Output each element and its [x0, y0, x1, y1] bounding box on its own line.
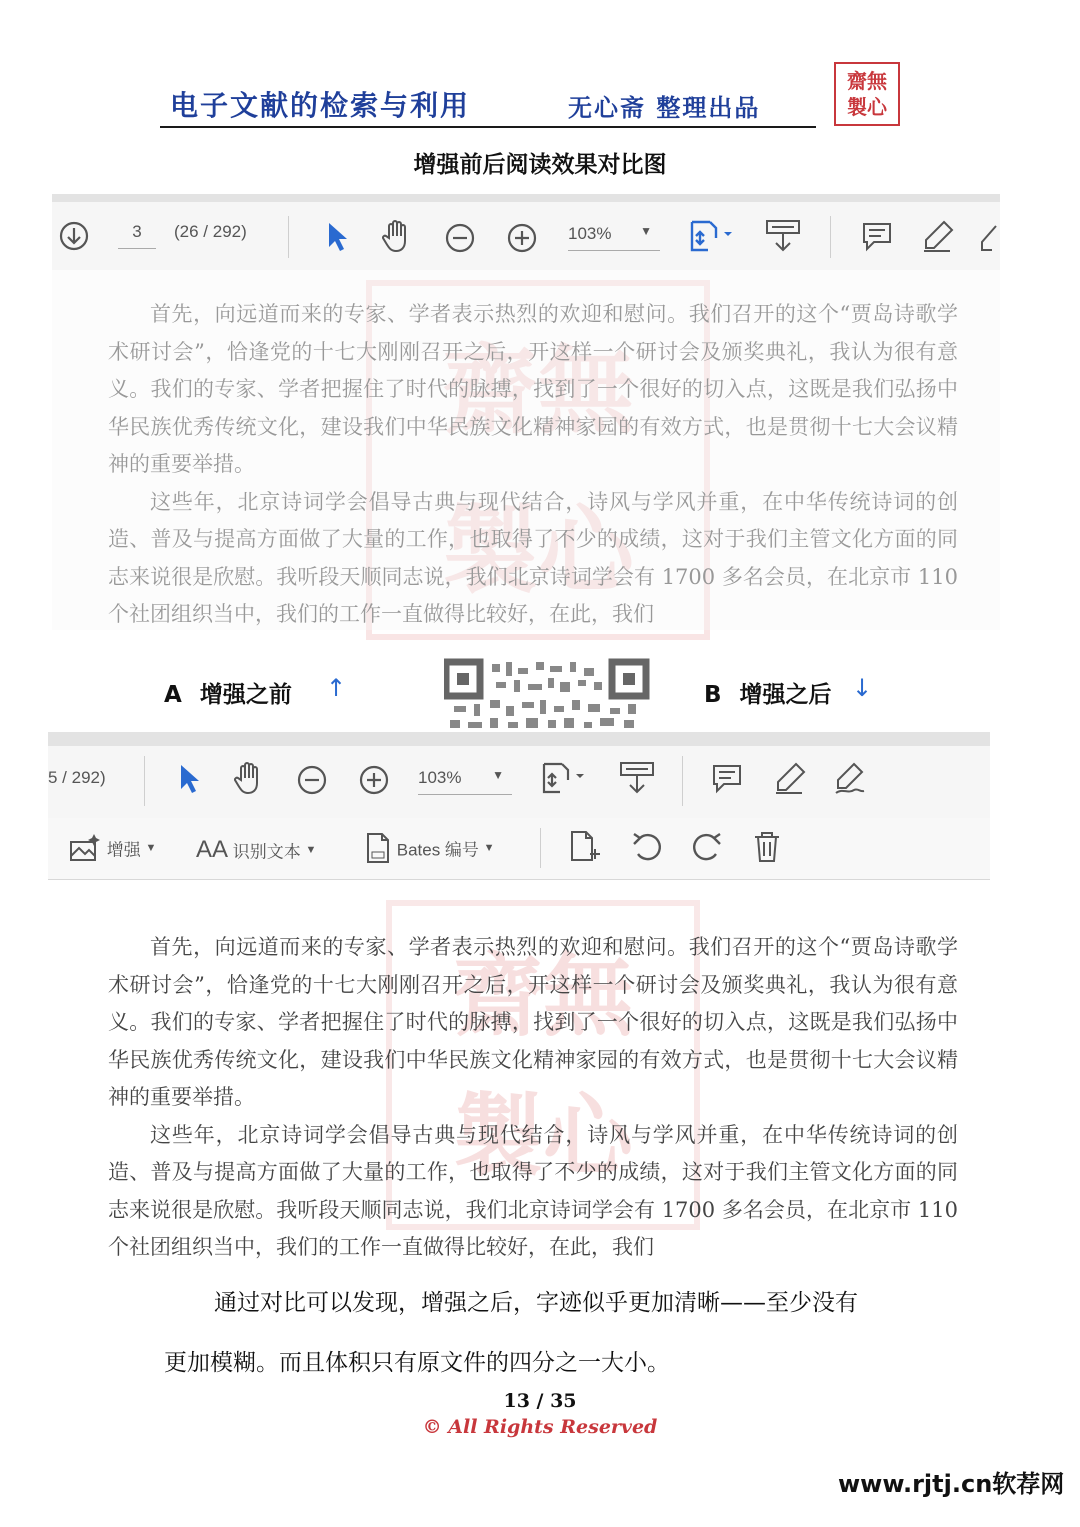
fit-page-icon[interactable]	[540, 760, 590, 798]
scroll-icon[interactable]	[618, 760, 656, 796]
paragraph-1: 首先，向远道而来的专家、学者表示热烈的欢迎和慰问。我们召开的这个“贾岛诗歌学术研讨会”，恰逢党的十七大刚刚召开之后，开这样一个研讨会及颁奖典礼，我认为很有意义。我们的专家、学者把握住了时代的脉搏，找到了一个很好的切入点，这既是我们弘扬中华民族优秀传统文化，建设我们中华民族文化精神家园的有效方式，也是贯彻十七大会议精神的重要举措。	[108, 302, 958, 476]
toolbar-separator	[288, 216, 289, 258]
watermark-line-1: 齋無	[453, 943, 633, 1049]
chevron-down-icon: ▼	[305, 844, 317, 856]
publisher-seal	[834, 62, 900, 126]
toolbar-separator	[144, 756, 145, 806]
enhance-button[interactable]	[68, 832, 156, 864]
sign-icon[interactable]	[832, 760, 868, 796]
conclusion-line-1: 通过对比可以发现，增强之后，字迹似乎更加清晰——至少没有	[214, 1290, 858, 1316]
hand-icon[interactable]	[380, 218, 414, 254]
bates-icon	[364, 832, 392, 864]
label-after-letter: B	[704, 682, 722, 708]
page-heading: 增强前后阅读效果对比图	[413, 152, 667, 178]
page-count: 5 / 292)	[48, 768, 106, 787]
bates-button[interactable]	[364, 832, 495, 864]
toolbar-before	[52, 194, 1000, 270]
select-arrow-icon[interactable]	[324, 220, 350, 254]
paragraph-2: 这些年，北京诗词学会倡导古典与现代结合，诗风与学风并重，在中华传统诗词的创造、普及与提高方面做了大量的工作，也取得了不少的成绩，这对于我们主管文化方面的同志来说很是欣慰。我听段天顺同志说，我们北京诗词学会有 1700 多名会员，在北京市 110 个社团组织当中，我们的工作一直做得比较好，在此，我们	[108, 489, 958, 626]
ocr-label: 识别文本	[232, 842, 301, 862]
site-watermark: www.rjtj.cn软荐网	[838, 1470, 1065, 1498]
chevron-down-icon: ▼	[492, 768, 504, 782]
paragraph-1: 首先，向远道而来的专家、学者表示热烈的欢迎和慰问。我们召开的这个“贾岛诗歌学术研讨会”，恰逢党的十七大刚刚召开之后，开这样一个研讨会及颁奖典礼，我认为很有意义。我们的专家、学者把握住了时代的脉搏，找到了一个很好的切入点，这既是我们弘扬中华民族优秀传统文化，建设我们中华民族文化精神家园的有效方式，也是贯彻十七大会议精神的重要举措。	[108, 935, 958, 1109]
label-before-text: 增强之前	[199, 682, 292, 708]
chevron-down-icon: ▼	[483, 842, 495, 854]
highlight-icon[interactable]	[772, 760, 808, 796]
document-title: 电子文献的检索与利用	[170, 89, 471, 122]
chevron-down-icon: ▼	[640, 224, 652, 238]
zoom-in-icon[interactable]	[506, 222, 538, 254]
zoom-out-icon[interactable]	[296, 764, 328, 796]
toolbar-separator	[830, 216, 831, 258]
toolbar-separator	[540, 828, 541, 868]
label-before	[164, 676, 292, 709]
page-count: (26 / 292)	[174, 222, 247, 241]
ocr-icon: AA	[196, 836, 229, 863]
rotate-right-icon[interactable]	[690, 830, 724, 864]
highlight-icon[interactable]	[920, 218, 956, 254]
watermark-line-1: 齋無	[442, 334, 634, 447]
toolbar-separator	[682, 756, 683, 806]
zoom-in-icon[interactable]	[358, 764, 390, 796]
enhance-label: 增强	[106, 840, 141, 860]
label-after	[704, 676, 832, 709]
chevron-down-icon: ▼	[145, 842, 157, 854]
zoom-value: 103%	[418, 768, 462, 787]
zoom-out-icon[interactable]	[444, 222, 476, 254]
header-rule	[160, 126, 816, 128]
arrow-up-icon: ↑	[326, 674, 347, 702]
label-before-letter: A	[164, 682, 182, 708]
zoom-select[interactable]	[568, 224, 660, 251]
label-after-text: 增强之后	[739, 682, 832, 708]
copyright: © All Rights Reserved	[422, 1416, 658, 1438]
arrow-down-icon: ↓	[852, 674, 873, 702]
blur-overlay	[52, 270, 1000, 630]
bates-label: Bates 编号	[396, 840, 479, 860]
document-text-after	[108, 929, 958, 1267]
select-arrow-icon[interactable]	[176, 762, 202, 796]
watermark-line-2: 製心	[453, 1083, 633, 1189]
enhance-toolbar	[48, 818, 990, 880]
page-number-input[interactable]: 3	[118, 222, 156, 249]
paragraph-2: 这些年，北京诗词学会倡导古典与现代结合，诗风与学风并重，在中华传统诗词的创造、普及与提高方面做了大量的工作，也取得了不少的成绩，这对于我们主管文化方面的同志来说很是欣慰。我听段天顺同志说，我们北京诗词学会有 1700 多名会员，在北京市 110 个社团组织当中，我们的工作一直做得比较好，在此，我们	[108, 1122, 958, 1259]
fit-page-icon[interactable]	[688, 218, 738, 256]
download-icon[interactable]	[58, 220, 90, 252]
enhance-icon	[68, 832, 102, 864]
seal-line-2: 製心	[847, 95, 887, 119]
conclusion-line-2: 更加模糊。而且体积只有原文件的四分之一大小。	[164, 1350, 670, 1376]
publisher-name: 无心斋 整理出品	[568, 94, 761, 122]
insert-page-icon[interactable]	[568, 830, 602, 866]
rotate-left-icon[interactable]	[630, 830, 664, 864]
qr-code	[444, 658, 650, 732]
sign-icon[interactable]	[980, 220, 1000, 254]
toolbar-after	[48, 732, 990, 818]
watermark-line-2: 製心	[442, 494, 634, 607]
comment-icon[interactable]	[860, 220, 894, 254]
delete-icon[interactable]	[752, 830, 782, 864]
zoom-value: 103%	[568, 224, 612, 243]
hand-icon[interactable]	[232, 760, 266, 796]
scroll-icon[interactable]	[764, 218, 802, 254]
comment-icon[interactable]	[710, 762, 744, 796]
ocr-button[interactable]	[196, 836, 316, 864]
page-number: 13 / 35	[503, 1390, 577, 1412]
seal-line-1: 齋無	[847, 69, 887, 93]
zoom-select[interactable]	[418, 768, 512, 795]
